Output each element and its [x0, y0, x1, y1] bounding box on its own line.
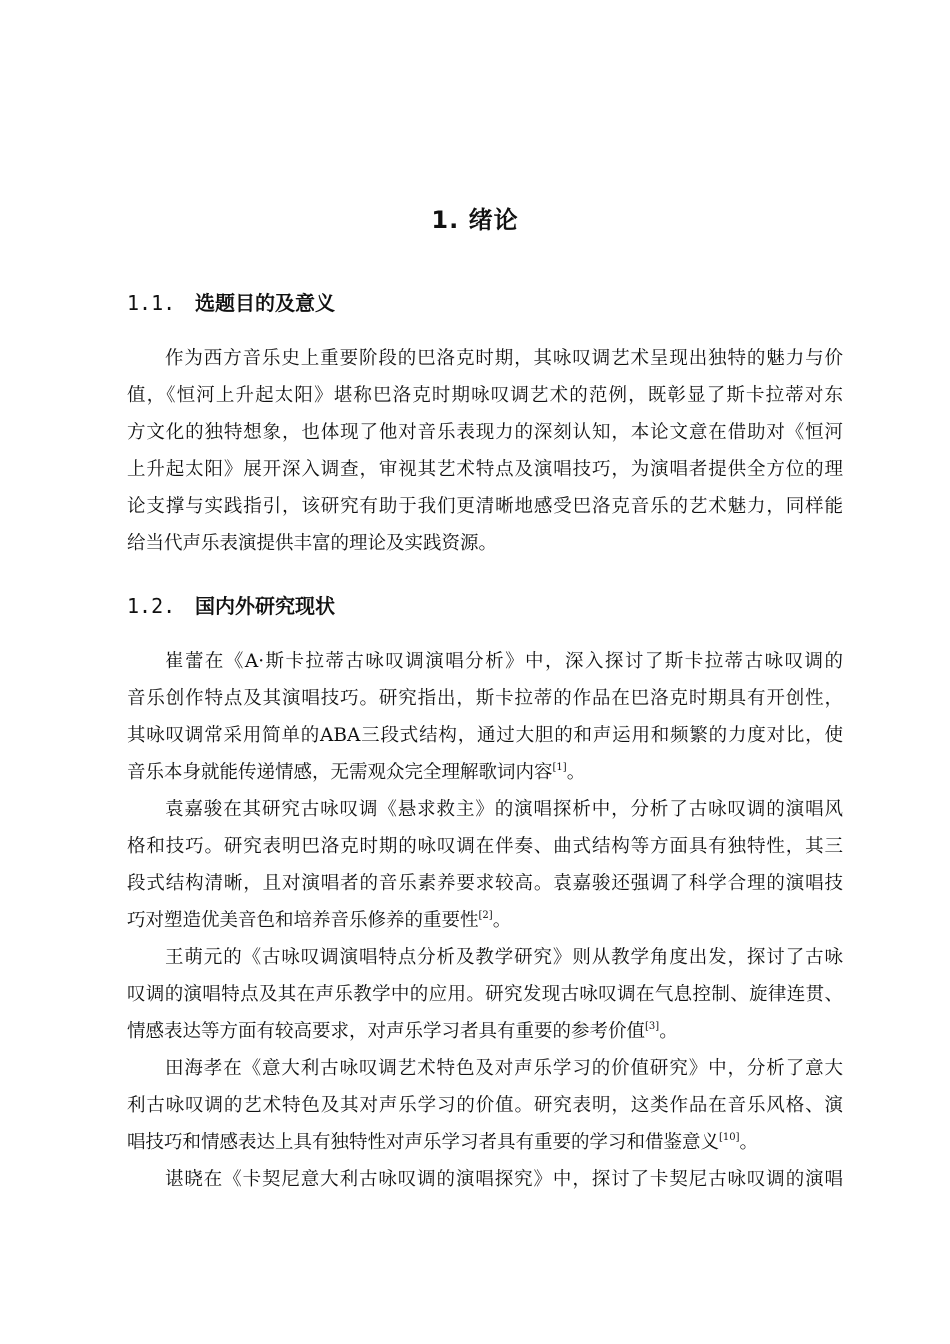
paragraph-chen-xiao	[127, 1161, 843, 1198]
citation-ref[interactable]: [1]	[552, 762, 567, 773]
line-end: 。	[659, 1021, 678, 1042]
text-line: 利古咏叹调的艺术特色及其对声乐学习的价值。研究表明，这类作品在音乐风格、演	[127, 1095, 843, 1116]
section-title: 选题目的及意义	[195, 291, 335, 315]
paragraph-wang-mengyuan	[127, 939, 843, 1050]
line-text: 唱技巧和情感表达上具有独特性对声乐学习者具有重要的学习和借鉴意义	[127, 1132, 720, 1153]
citation-ref[interactable]: [2]	[478, 910, 493, 921]
text-line: 田海孝在《意大利古咏叹调艺术特色及对声乐学习的价值研究》中，分析了意大	[165, 1058, 843, 1079]
text-line	[127, 754, 843, 791]
paragraph-purpose	[127, 340, 843, 562]
text-line: 格和技巧。研究表明巴洛克时期的咏叹调在伴奏、曲式结构等方面具有独特性，其三	[127, 836, 843, 857]
text-line: 叹调的演唱特点及其在声乐教学中的应用。研究发现古咏叹调在气息控制、旋律连贯、	[127, 984, 843, 1005]
text-line	[127, 1124, 843, 1161]
paragraph-yuan-jiajun	[127, 791, 843, 939]
text-line	[127, 902, 843, 939]
line-text: 巧对塑造优美音色和培养音乐修养的重要性	[127, 910, 479, 931]
text-line: 段式结构清晰，且对演唱者的音乐素养要求较高。袁嘉骏还强调了科学合理的演唱技	[127, 873, 843, 894]
line-text: 音乐本身就能传递情感，无需观众完全理解歌词内容	[127, 762, 553, 783]
text-line: 上升起太阳》展开深入调查，审视其艺术特点及演唱技巧，为演唱者提供全方位的理	[127, 459, 843, 480]
text-line	[127, 1013, 843, 1050]
text-line: 袁嘉骏在其研究古咏叹调《悬求救主》的演唱探析中，分析了古咏叹调的演唱风	[165, 799, 843, 820]
citation-ref[interactable]: [10]	[719, 1132, 740, 1143]
paragraph-cui-lei	[127, 643, 843, 791]
text-line: 音乐创作特点及其演唱技巧。研究指出，斯卡拉蒂的作品在巴洛克时期具有开创性，	[127, 688, 843, 709]
text-line: 王萌元的《古咏叹调演唱特点分析及教学研究》则从教学角度出发，探讨了古咏	[165, 947, 843, 968]
text-line: 作为西方音乐史上重要阶段的巴洛克时期，其咏叹调艺术呈现出独特的魅力与价	[165, 348, 843, 369]
section-title: 国内外研究现状	[195, 594, 335, 618]
text-line: 谌晓在《卡契尼意大利古咏叹调的演唱探究》中，探讨了卡契尼古咏叹调的演唱	[165, 1169, 843, 1190]
section-heading-1-1	[127, 287, 335, 316]
section-number: 1.2.	[127, 594, 176, 618]
chapter-title: 1. 绪论	[431, 206, 519, 234]
line-end: 。	[739, 1132, 759, 1153]
line-text: 情感表达等方面有较高要求，对声乐学习者具有重要的参考价值	[127, 1021, 646, 1042]
text-line: 其咏叹调常采用简单的ABA三段式结构，通过大胆的和声运用和频繁的力度对比，使	[127, 725, 843, 746]
line-end: 。	[492, 910, 512, 931]
text-line: 崔蕾在《A·斯卡拉蒂古咏叹调演唱分析》中，深入探讨了斯卡拉蒂古咏叹调的	[165, 651, 843, 672]
text-line: 方文化的独特想象，也体现了他对音乐表现力的深刻认知，本论文意在借助对《恒河	[127, 422, 843, 443]
section-heading-1-2	[127, 590, 335, 619]
citation-ref[interactable]: [3]	[645, 1021, 660, 1032]
section-number: 1.1.	[127, 291, 176, 315]
paragraph-tian-haixiao	[127, 1050, 843, 1161]
line-end: 。	[566, 762, 586, 783]
text-line: 论支撑与实践指引，该研究有助于我们更清晰地感受巴洛克音乐的艺术魅力，同样能	[127, 496, 843, 517]
text-line: 给当代声乐表演提供丰富的理论及实践资源。	[127, 533, 498, 554]
text-line: 值，《恒河上升起太阳》堪称巴洛克时期咏叹调艺术的范例，既彰显了斯卡拉蒂对东	[127, 385, 843, 406]
